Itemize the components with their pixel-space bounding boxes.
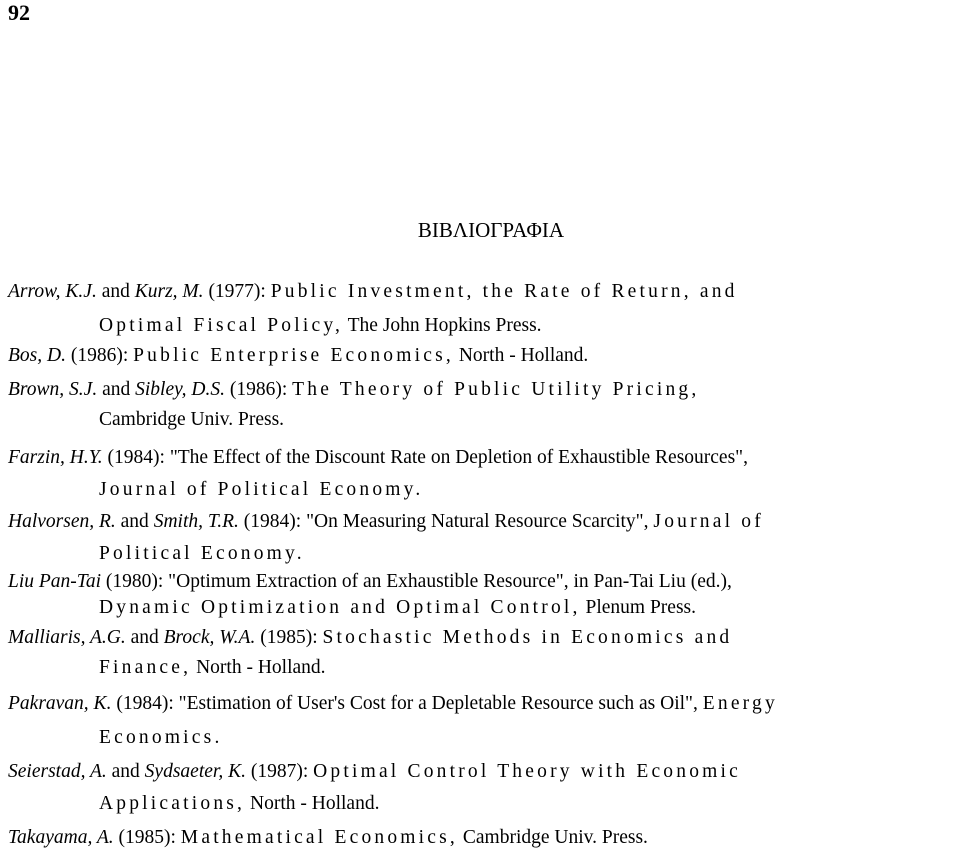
author: Brock, W.A.	[163, 627, 256, 648]
year: (1985):	[118, 827, 176, 848]
journal-title: Journal of Political Economy.	[99, 479, 424, 500]
article-title: "On Measuring Natural Resource Scarcity",	[306, 511, 649, 532]
publisher: Cambridge Univ. Press.	[462, 827, 648, 848]
bibliography-heading: ΒΙΒΛΙΟΓΡΑΦΙΑ	[417, 218, 564, 242]
reference-liu-line-2	[99, 596, 696, 620]
reference-farzin-line-2	[99, 478, 423, 502]
reference-farzin-line-1	[8, 446, 748, 470]
year: (1986):	[70, 345, 129, 366]
reference-pakravan-line-2	[99, 726, 223, 750]
reference-bos-line-1	[8, 344, 588, 368]
work-title: Public Investment, the Rate of Return, and	[270, 281, 738, 302]
author: Sydsaeter, K.	[144, 761, 246, 782]
author: Seierstad, A.	[8, 761, 107, 782]
article-title: "Estimation of User's Cost for a Depletable Resource such as Oil",	[178, 693, 698, 714]
author: Takayama, A.	[8, 827, 114, 848]
author: Kurz, M.	[134, 281, 204, 302]
work-title: Stochastic Methods in Economics and	[322, 627, 733, 648]
reference-halvorsen-smith-line-2	[99, 542, 305, 566]
year: (1984):	[107, 447, 165, 468]
reference-seierstad-sydsaeter-line-2	[99, 792, 379, 816]
author: Arrow, K.J.	[8, 281, 97, 302]
work-title: Mathematical Economics,	[180, 827, 458, 848]
reference-arrow-kurz-line-1: Arrow, K.J. and Kurz, M. (1977): Public Investment, the Rate of Return, and	[8, 281, 738, 302]
author: Liu Pan-Tai	[8, 571, 102, 592]
journal-title: Journal of	[653, 511, 764, 532]
journal-title: Energy	[702, 693, 778, 714]
publisher: The John Hopkins Press.	[347, 315, 542, 336]
author: Malliaris, A.G.	[8, 627, 126, 648]
year: (1987):	[250, 761, 309, 782]
publisher: North - Holland.	[458, 345, 589, 366]
year: (1984):	[116, 693, 174, 714]
work-title: Finance,	[99, 657, 192, 678]
reference-pakravan-line-1	[8, 692, 778, 716]
reference-takayama-line-1	[8, 826, 648, 850]
work-title: Optimal Control Theory with Economic	[313, 761, 741, 782]
publisher: Plenum Press.	[585, 597, 696, 618]
work-title: The Theory of Public Utility Pricing,	[292, 379, 700, 400]
year: (1985):	[260, 627, 318, 648]
journal-title: Economics.	[99, 727, 223, 748]
reference-malliaris-brock-line-2	[99, 656, 326, 680]
reference-brown-sibley-line-2	[99, 408, 284, 432]
year: (1986):	[229, 379, 288, 400]
author: Pakravan, K.	[8, 693, 112, 714]
reference-halvorsen-smith-line-1: Halvorsen, R. and Smith, T.R. (1984): "On Measuring Natural Resource Scarcity", Journal of	[8, 511, 764, 532]
work-title: Applications,	[99, 793, 246, 814]
reference-seierstad-sydsaeter-line-1: Seierstad, A. and Sydsaeter, K. (1987): Optimal Control Theory with Economic	[8, 761, 741, 782]
author: Farzin, H.Y.	[8, 447, 103, 468]
chapter-title: "Optimum Extraction of an Exhaustible Resource", in	[168, 571, 589, 592]
reference-liu-line-1: Liu Pan-Tai (1980): "Optimum Extraction of an Exhaustible Resource", in Pan-Tai Liu (ed.),	[8, 571, 732, 592]
page-number: 92	[8, 0, 30, 25]
author: Smith, T.R.	[153, 511, 239, 532]
book-title: Dynamic Optimization and Optimal Control,	[99, 597, 581, 618]
author: Sibley, D.S.	[135, 379, 226, 400]
year: (1980):	[105, 571, 164, 592]
year: (1977):	[208, 281, 266, 302]
article-title: "The Effect of the Discount Rate on Depletion of Exhaustible Resources",	[169, 447, 749, 468]
publisher: North - Holland.	[250, 793, 380, 814]
editor: Pan-Tai Liu	[593, 571, 686, 592]
work-title: Public Enterprise Economics,	[133, 345, 454, 366]
author: Halvorsen, R.	[8, 511, 116, 532]
publisher: North - Holland.	[196, 657, 326, 678]
author: Brown, S.J.	[8, 379, 98, 400]
reference-arrow-kurz-line-2	[99, 314, 542, 338]
publisher: Cambridge Univ. Press.	[99, 409, 285, 430]
reference-malliaris-brock-line-1: Malliaris, A.G. and Brock, W.A. (1985): Stochastic Methods in Economics and	[8, 627, 733, 648]
work-title: Optimal Fiscal Policy,	[99, 315, 344, 336]
author: Bos, D.	[8, 345, 66, 366]
reference-brown-sibley-line-1: Brown, S.J. and Sibley, D.S. (1986): The Theory of Public Utility Pricing,	[8, 379, 700, 400]
year: (1984):	[243, 511, 302, 532]
journal-title: Political Economy.	[99, 543, 305, 564]
